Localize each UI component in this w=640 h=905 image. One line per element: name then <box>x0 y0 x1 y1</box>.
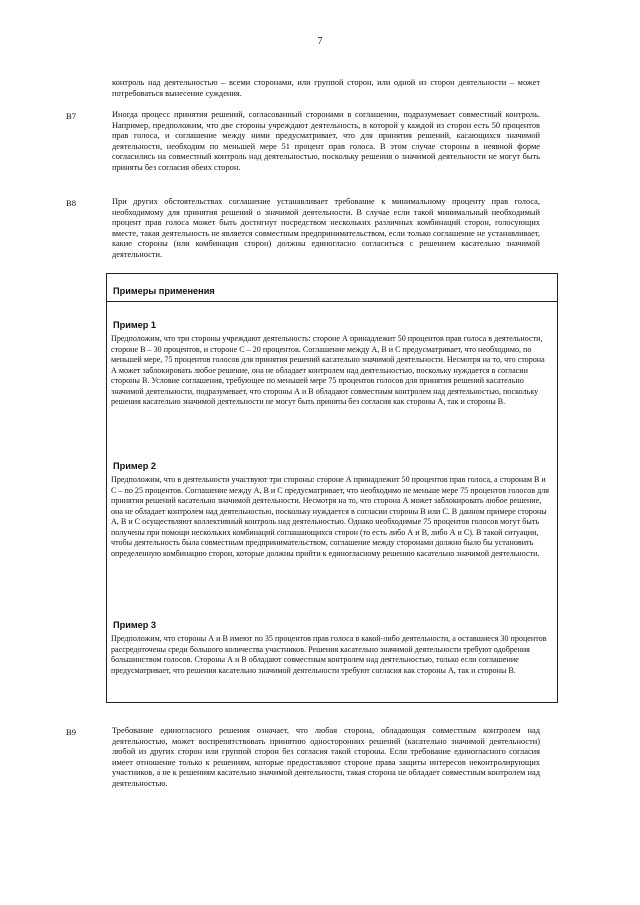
examples-box <box>106 273 558 703</box>
page-number: 7 <box>317 36 323 47</box>
paragraph-label-b7: B7 <box>66 111 77 121</box>
example-3-heading: Пример 3 <box>113 620 157 630</box>
example-2-heading: Пример 2 <box>113 461 157 471</box>
paragraph-b7: Иногда процесс принятия решений, согласованный сторонами в соглашении, подразумевает совместный контроль. Например, предположим, что две стороны учреждают деятельность, в которой у каждой из сторон есть 50 процентов прав голоса, и соглашение между ними предусматривает, что для принятия решений, касающихся значимой деятельности, необходим по меньшей мере 51 процент прав голоса. В этом случае стороны в неявной форме согласились на совместный контроль над деятельностью, поскольку решения о значимой деятельности не могут быть приняты без согласия обеих сторон. <box>112 110 540 172</box>
intro-continuation: контроль над деятельностью – всеми сторонами, или группой сторон, или одной из сторон деятельности – может потребоваться вынесение суждения. <box>112 78 540 98</box>
example-2-text: Предположим, что в деятельности участвуют три стороны: стороне А принадлежит 50 процентов прав голоса, а сторонам В и С – по 25 процентов. Соглашение между А, В и С предусматривает, что необходимо не меньше мере 75 процентов голосов для принятия решений касательно значимой деятельности. Несмотря на то, что сторона А может заблокировать любое решение, она не обладает контролем над деятельностью, поскольку нуждается в согласии стороны В или С. В данном примере стороны А, В и С осуществляют коллективный контроль над деятельностью. Однако необходимые 75 процентов голосов могут быть получены при помощи нескольких комбинаций соглашающихся сторон (то есть либо А и В, либо А и С). В такой ситуации, чтобы деятельность была совместным предпринимательством, соглашение между сторонами должно было бы установить определенную комбинацию сторон, которые должны прийти к единогласному решению касательно значимой деятельности. <box>111 475 549 558</box>
example-1-heading: Пример 1 <box>113 320 157 330</box>
paragraph-label-b8: B8 <box>66 198 77 208</box>
paragraph-b8: При других обстоятельствах соглашение устанавливает требование к минимальному проценту прав голоса, необходимому для принятия решений о значимой деятельности. В случае если такой минимальный необходимый процент прав голоса может быть достигнут посредством нескольких различных комбинаций сторон, голосующих вместе, такая деятельность не является совместным предпринимательством, если только соглашение не устанавливает, какие стороны (или комбинация сторон) должны единогласно согласиться с решением касательно значимой деятельности. <box>112 197 540 259</box>
examples-box-title: Примеры применения <box>107 274 557 302</box>
paragraph-label-b9: B9 <box>66 727 77 737</box>
paragraph-b9: Требование единогласного решения означает, что любая сторона, обладающая совместным контролем над деятельностью, может воспрепятствовать принятию односторонних решений (касательно значимой деятельности) любой из других сторон или группой сторон без согласия такой стороны. Если требование единогласного согласия имеет отношение только к решениям, которые предоставляют стороне права защиты интересов неконтролирующих участников, а не к решениям касательно значимой деятельности, такая сторона не обладает совместным контролем над деятельностью. <box>112 726 540 788</box>
example-1-text: Предположим, что три стороны учреждают деятельность: стороне А принадлежит 50 процентов прав голоса в деятельности, стороне В – 30 процентов, и стороне С – 20 процентов. Соглашение между А, В и С предусматривает, что необходимо, по меньшей мере, 75 процентов голосов для принятия решений касательно значимой деятельности. Несмотря на то, что сторона А может заблокировать любое решение, она не обладает контролем над деятельностью, поскольку нуждается в согласии стороны В. Условие соглашения, требующее по меньшей мере 75 процентов голосов для принятия решений касательно значимой деятельности, подразумевает, что стороны А и В обладают совместным контролем над деятельностью, поскольку решения касательно значимой деятельности не могут быть приняты без согласия как стороны А, так и стороны В. <box>111 334 545 406</box>
example-3-text: Предположим, что стороны А и В имеют по 35 процентов прав голоса в какой-либо деятельности, а оставшиеся 30 процентов рассредоточены среди большого количества участников. Решения касательно значимой деятельности требуют одобрения большинством голосов. Стороны А и В обладают совместным контролем над деятельностью, только если соглашение предусматривает, что решения касательно значимой деятельности требуют согласия как стороны А, так и стороны В. <box>111 634 547 675</box>
